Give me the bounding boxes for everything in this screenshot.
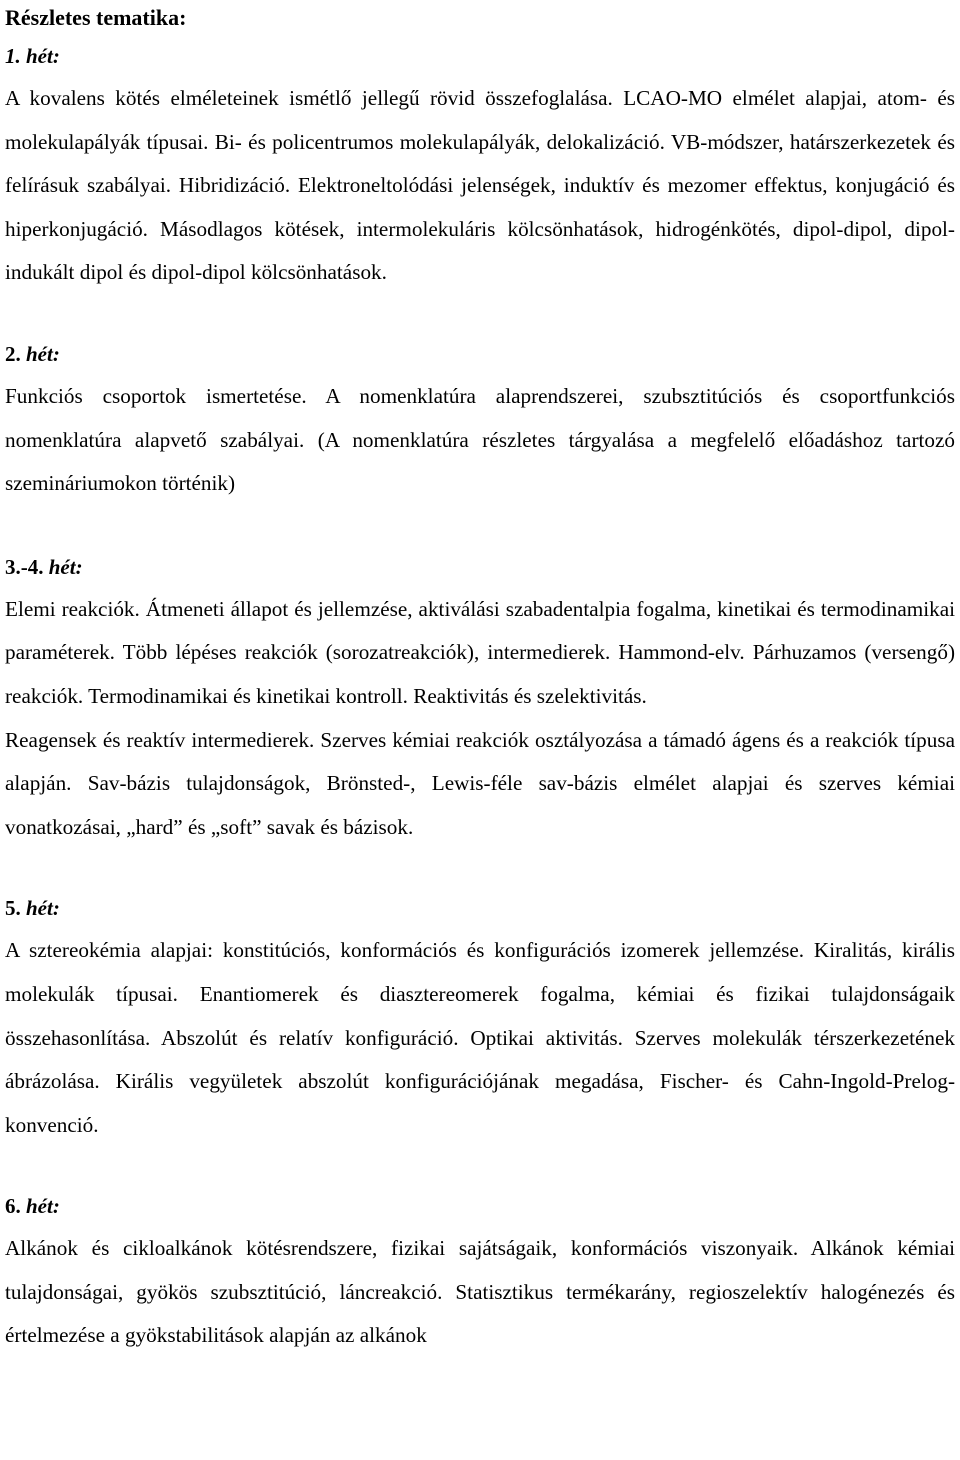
week-section-6 — [5, 1192, 955, 1358]
document-title: Részletes tematika: — [5, 5, 187, 30]
week-word: hét: — [26, 1194, 60, 1219]
week-heading — [5, 553, 955, 581]
week-number: 2. — [5, 341, 21, 366]
week-heading — [5, 894, 955, 922]
week-word: hét: — [26, 44, 60, 68]
week-paragraph: Elemi reakciók. Átmeneti állapot és jellemzése, aktiválási szabadentalpia fogalma, kinetikai és termodinamikai paraméterek. Több lépéses reakciók (sorozatreakciók), intermedierek. Hammond-elv. Párhuzamos (versengő) reakciók. Termodinamikai és kinetikai kontroll. Reaktivitás és szelektivitás. — [5, 596, 955, 708]
week-paragraph: A kovalens kötés elméleteinek ismétlő jellegű rövid összefoglalása. LCAO-MO elmélet alapjai, atom- és molekulapályák típusai. Bi- és policentrumos molekulapályák, delokalizáció. VB-módszer, határszerkezetek és felírásuk szabályai. Hibridizáció. Elektroneltolódási jelenségek, induktív és mezomer effektus, konjugáció és hiperkonjugáció. Másodlagos kötések, intermolekuláris kölcsönhatások, hidrogénkötés, dipol-dipol, dipol-indukált dipol és dipol-dipol kölcsönhatások. — [5, 86, 955, 285]
week-number: 1. — [5, 44, 21, 68]
week-paragraph: Funkciós csoportok ismertetése. A nomenklatúra alaprendszerei, szubsztitúciós és csoportfunkciós nomenklatúra alapvető szabályai. (A nomenklatúra részletes tárgyalása a megfelelő előadáshoz tartozó szemináriumokon történik) — [5, 383, 955, 496]
week-number: 3.-4. — [5, 554, 44, 579]
week-section-2 — [5, 340, 955, 506]
week-heading — [5, 340, 955, 368]
week-paragraph: Reagensek és reaktív intermedierek. Szerves kémiai reakciók osztályozása a támadó ágens és a reakciók típusa alapján. Sav-bázis tulajdonságok, Brönsted-, Lewis-féle sav-bázis elmélet alapjai és szerves kémiai vonatkozásai, „hard” és „soft” savak és bázisok. — [5, 727, 955, 839]
week-heading — [5, 1192, 955, 1220]
week-heading — [5, 42, 955, 70]
week-word: hét: — [26, 341, 60, 366]
week-section-1 — [5, 42, 955, 295]
week-paragraph: Alkánok és cikloalkánok kötésrendszere, fizikai sajátságaik, konformációs viszonyaik. Alkánok kémiai tulajdonságai, gyökös szubsztitúció, láncreakció. Statisztikus termékarány, regioszelektív halogénezés és értelmezése a gyökstabilitások alapján az alkánok — [5, 1236, 955, 1348]
document-page — [5, 0, 955, 1358]
week-number: 6. — [5, 1194, 21, 1219]
week-paragraph: A sztereokémia alapjai: konstitúciós, konformációs és konfigurációs izomerek jellemzése. Kiralitás, királis molekulák típusai. Enantiomerek és diasztereomerek fogalma, kémiai és fizikai tulajdonságaik összehasonlítása. Abszolút és relatív konfiguráció. Optikai aktivitás. Szerves molekulák térszerkezetének ábrázolása. Királis vegyületek abszolút konfigurációjának megadása, Fischer- és Cahn-Ingold-Prelog-konvenció. — [5, 938, 955, 1137]
week-number: 5. — [5, 896, 21, 921]
week-word: hét: — [48, 554, 83, 579]
week-section-3-4 — [5, 553, 955, 850]
week-section-5 — [5, 894, 955, 1147]
week-word: hét: — [26, 896, 60, 921]
